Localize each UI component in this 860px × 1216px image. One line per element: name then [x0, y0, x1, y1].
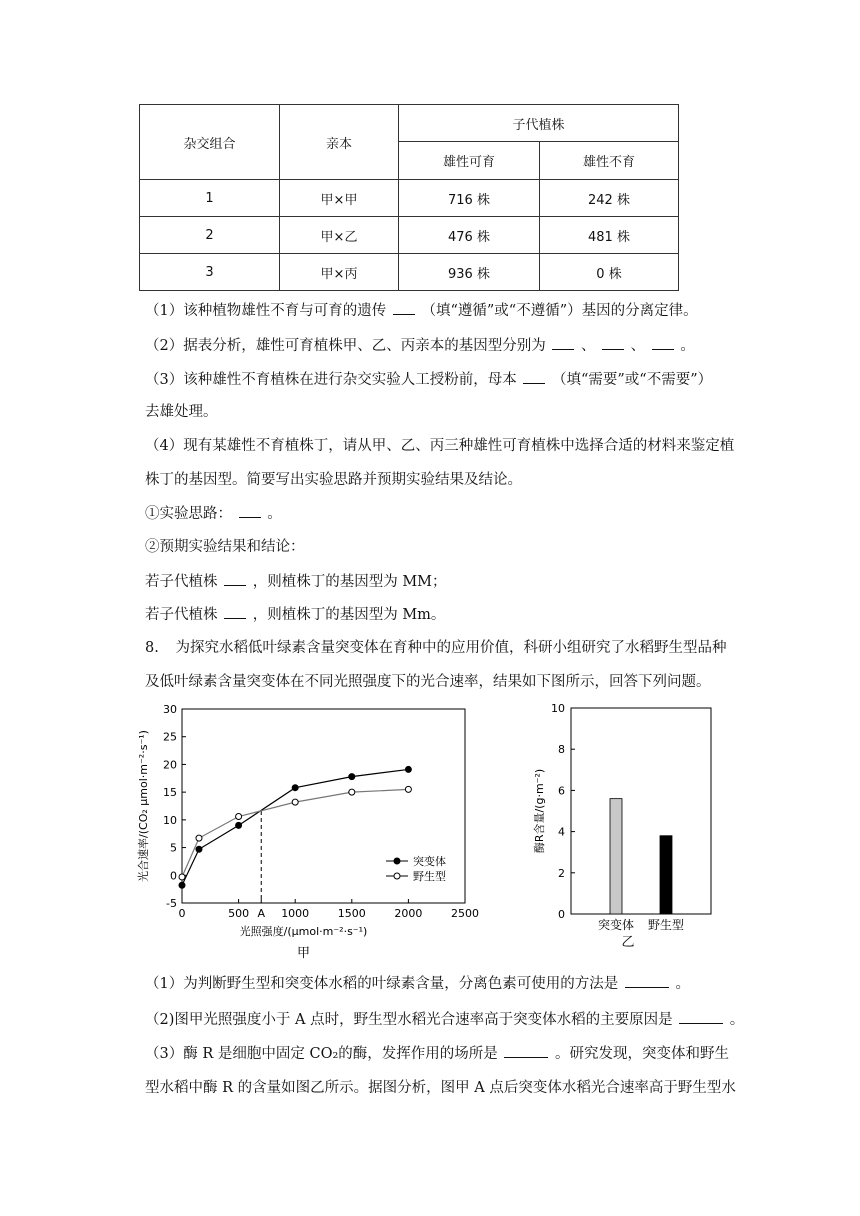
cell-sterile: 242 株 [540, 180, 679, 217]
photosynthesis-line-chart [130, 698, 490, 968]
bar-mutant [610, 799, 622, 914]
y-tick-label: 30 [163, 703, 177, 716]
y-tick-label: -5 [166, 897, 177, 910]
answer-blank[interactable] [652, 335, 674, 350]
x-tick-label: A [257, 907, 266, 920]
cell-parents: 甲×乙 [280, 217, 399, 254]
data-point [405, 786, 411, 792]
x-tick-label: 2500 [451, 907, 479, 920]
y-tick-label: 20 [163, 758, 177, 772]
answer-blank[interactable] [224, 571, 246, 586]
y-tick-label: 4 [558, 825, 565, 839]
chart-caption: 乙 [621, 935, 635, 948]
x-tick-label: 500 [228, 907, 250, 920]
q8-2: （2)图甲光照强度小于 A 点时，野生型水稻光合速率高于突变体水稻的主要原因是 。 [145, 1009, 744, 1030]
x-axis-label: 光照强度/(μmol·m⁻²·s⁻¹) [239, 925, 368, 938]
cell-sterile: 481 株 [540, 217, 679, 254]
plot-frame [571, 708, 711, 914]
legend-label: 野生型 [413, 870, 446, 883]
cell-id: 1 [140, 180, 280, 217]
y-tick-label: 6 [558, 784, 565, 798]
cell-sterile: 0 株 [540, 254, 679, 291]
y-tick-label: 10 [163, 813, 177, 827]
table-row [140, 180, 679, 217]
q8-3: （3）酶 R 是细胞中固定 CO₂的酶，发挥作用的场所是 。研究发现，突变体和野生 [145, 1043, 729, 1064]
q7-s2: ②预期实验结果和结论： [145, 539, 305, 555]
x-tick-label: 1000 [281, 907, 310, 920]
legend-marker [394, 873, 400, 879]
data-point [196, 846, 202, 852]
data-point [292, 799, 298, 805]
q7-3: （3）该种雄性不育植株在进行杂交实验人工授粉前，母本 （填“需要”或“不需要”） [145, 369, 712, 390]
q8-3-cont: 型水稻中酶 R 的含量如图乙所示。据图分析，图甲 A 点后突变体水稻光合速率高于野生型水 [145, 1080, 736, 1096]
data-point [179, 874, 185, 880]
q7-4: （4）现有某雄性不育植株丁，请从甲、乙、丙三种雄性可育植株中选择合适的材料来鉴定植 [145, 438, 735, 454]
y-tick-label: 0 [170, 869, 177, 883]
hybrid-table [139, 104, 679, 291]
answer-blank[interactable] [239, 503, 261, 518]
answer-blank[interactable] [523, 369, 545, 384]
cell-fertile: 716 株 [399, 180, 540, 217]
data-point [236, 822, 242, 828]
data-point [196, 835, 202, 841]
header-offspring: 子代植株 [399, 105, 679, 142]
q7-r2: 若子代植株 ，则植株丁的基因型为 Mm。 [145, 604, 445, 625]
cell-parents: 甲×丙 [280, 254, 399, 291]
q8-1: （1）为判断野生型和突变体水稻的叶绿素含量，分离色素可使用的方法是 。 [145, 973, 690, 994]
enzyme-bar-chart [528, 698, 728, 948]
cell-id: 3 [140, 254, 280, 291]
y-tick-label: 5 [170, 841, 177, 855]
answer-blank[interactable] [679, 1009, 723, 1024]
cell-parents: 甲×甲 [280, 180, 399, 217]
y-axis-label: 光合速率/(CO₂ μmol·m⁻²·s⁻¹) [137, 730, 150, 882]
y-tick-label: 15 [163, 786, 177, 800]
legend-label: 突变体 [413, 855, 446, 868]
x-tick-label: 2000 [394, 907, 423, 920]
table-row [140, 217, 679, 254]
header-fertile: 雄性可育 [399, 142, 540, 180]
cell-fertile: 936 株 [399, 254, 540, 291]
data-point [179, 882, 185, 888]
q8-intro-cont: 及低叶绿素含量突变体在不同光照强度下的光合速率，结果如下图所示，回答下列问题。 [145, 674, 711, 690]
y-tick-label: 8 [558, 743, 565, 757]
y-tick-label: 2 [558, 866, 565, 880]
chart-caption: 甲 [296, 946, 311, 961]
q7-3-cont: 去雄处理。 [145, 404, 218, 420]
y-tick-label: 10 [551, 702, 565, 715]
q7-1: （1）该种植物雄性不育与可育的遗传 （填“遵循”或“不遵循”）基因的分离定律。 [145, 300, 698, 321]
cell-fertile: 476 株 [399, 217, 540, 254]
data-point [292, 785, 298, 791]
cell-id: 2 [140, 217, 280, 254]
x-category-label: 突变体 [597, 918, 635, 932]
q7-4-cont: 株丁的基因型。简要写出实验思路并预期实验结果及结论。 [145, 472, 522, 488]
answer-blank[interactable] [224, 604, 246, 619]
q7-r1: 若子代植株 ，则植株丁的基因型为 MM； [145, 571, 447, 592]
data-point [405, 766, 411, 772]
x-tick-label: 1500 [337, 907, 366, 920]
data-point [349, 774, 355, 780]
answer-blank[interactable] [602, 335, 624, 350]
header-sterile: 雄性不育 [540, 142, 679, 180]
y-tick-label: 25 [163, 730, 177, 744]
q7-2: （2）据表分析，雄性可育植株甲、乙、丙亲本的基因型分别为 、 、 。 [145, 335, 695, 356]
answer-blank[interactable] [504, 1043, 548, 1058]
x-tick-label: 0 [178, 907, 186, 920]
data-point [349, 789, 355, 795]
header-parents: 亲本 [280, 105, 399, 180]
table-row [140, 254, 679, 291]
x-category-label: 野生型 [647, 918, 685, 932]
y-axis-label: 酶R含量/(g·m⁻²) [533, 768, 546, 854]
bar-wildtype [660, 836, 672, 914]
y-tick-label: 0 [558, 908, 565, 921]
q7-s1: ①实验思路： 。 [145, 503, 282, 524]
header-combo: 杂交组合 [140, 105, 280, 180]
answer-blank[interactable] [625, 973, 669, 988]
answer-blank[interactable] [393, 300, 415, 315]
answer-blank[interactable] [552, 335, 574, 350]
legend-marker [394, 858, 400, 864]
question-number: 8. [145, 640, 159, 656]
data-point [236, 814, 242, 820]
q8-intro: 8. 为探究水稻低叶绿素含量突变体在育种中的应用价值，科研小组研究了水稻野生型品种 [145, 640, 727, 656]
